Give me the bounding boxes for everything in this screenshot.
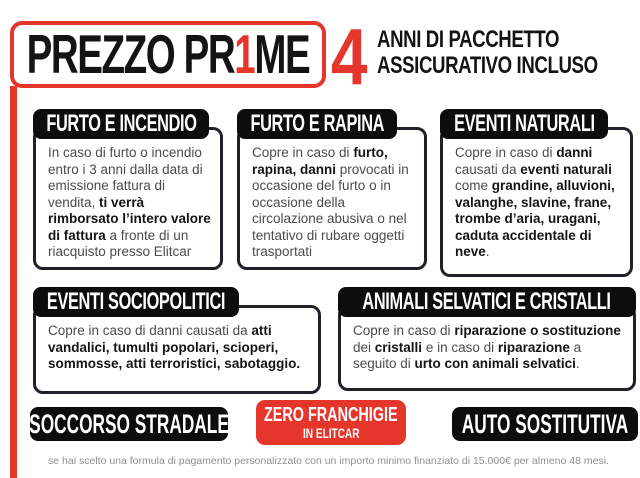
badge-label-line1: ZERO FRANCHIGIE <box>264 403 398 426</box>
card-title-badge <box>237 109 397 139</box>
card-body-text: Copre in caso di danni causati da atti vandalici, tumulti popolari, scioperi, sommosse, atti terroristici, sabotaggio. <box>33 305 321 394</box>
prezzo-prime-logo-box <box>10 21 326 88</box>
card-title-label: EVENTI SOCIOPOLITICI <box>46 288 226 315</box>
logo-text-part1: PREZZO PR <box>26 23 235 85</box>
card-title-label: FURTO E RAPINA <box>250 110 384 137</box>
card-eventi-naturali <box>440 109 633 277</box>
badge-label: AUTO SOSTITUTIVA <box>461 408 629 439</box>
badge-soccorso-stradale <box>30 407 228 441</box>
card-body-text: In caso di furto o incendio entro i 3 anni dalla data di emissione fattura di vendita, ti verrà rimborsato l’intero valore di fattura a fronte di un riacquisto presso Elitcar <box>33 127 223 270</box>
card-eventi-sociopolitici <box>33 287 321 394</box>
card-title-badge <box>33 109 209 139</box>
big-number-4: 4 <box>331 12 366 101</box>
logo-red-digit: 1 <box>234 23 255 85</box>
logo-text-part2: ME <box>254 23 310 85</box>
header-subtitle <box>377 27 598 79</box>
header-subtitle-line2: ASSICURATIVO INCLUSO <box>377 52 598 79</box>
card-title-label: EVENTI NATURALI <box>453 110 595 137</box>
card-animali-selvatici-e-cristalli <box>338 287 636 391</box>
prezzo-prime-logo-text <box>26 23 310 85</box>
card-title-badge <box>33 287 239 317</box>
card-furto-e-incendio <box>33 109 223 270</box>
card-furto-e-rapina <box>237 109 427 270</box>
card-title-label: FURTO E INCENDIO <box>45 110 197 137</box>
badge-auto-sostitutiva <box>452 407 638 441</box>
badge-zero-franchigie <box>256 400 406 445</box>
red-accent-line <box>10 86 17 478</box>
card-title-label: ANIMALI SELVATICI E CRISTALLI <box>362 288 612 315</box>
badge-label: SOCCORSO STRADALE <box>29 408 229 439</box>
header-subtitle-line1: ANNI DI PACCHETTO <box>377 26 560 53</box>
card-title-badge <box>440 109 608 139</box>
card-body-text: Copre in caso di riparazione o sostituzione dei cristalli e in caso di riparazione a seguito di urto con animali selvatici. <box>338 305 636 391</box>
card-body-text: Copre in caso di danni causati da eventi naturali come grandine, alluvioni, valanghe, slavine, frane, trombe d’aria, uragani, caduta accidentale di neve. <box>440 127 633 277</box>
footnote: se hai scelto una formula di pagamento personalizzato con un importo minimo finanziato di 15.000€ per almeno 48 mesi. <box>48 455 609 467</box>
badge-label-line2: IN ELITCAR <box>302 424 360 441</box>
card-title-badge <box>338 287 636 317</box>
card-body-text: Copre in caso di furto, rapina, danni provocati in occasione del furto o in occasione della circolazione abusiva o nel tentativo di rubare oggetti trasportati <box>237 127 427 270</box>
